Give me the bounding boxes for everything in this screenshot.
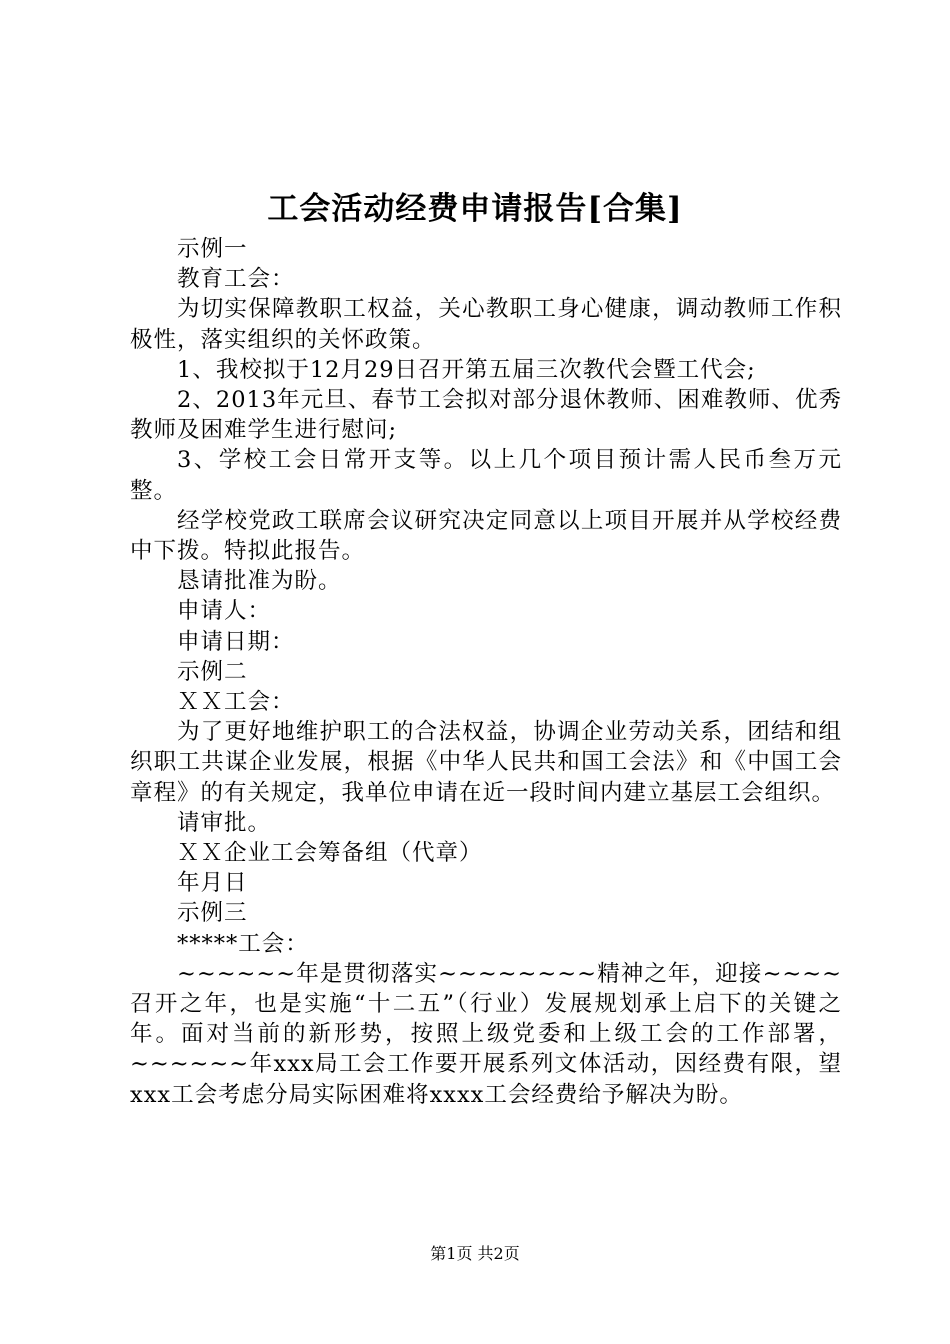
paragraph: 申请日期： (177, 628, 295, 655)
paragraph: ~~~~~~年是贯彻落实~~~~~~~~精神之年，迎接~~~~召开之年，也是实施“十二五”（行业）发展规划承上启下的关键之年。面对当前的新形势，按照上级党委和上级工会的工作部署，~~~~~~年xxx局工会工作要开展系列文体活动，因经费有限，望xxx工会考虑分局实际困难将xxxx工会经费给予解决为盼。 (130, 960, 842, 1108)
paragraph: 请审批。 (177, 809, 272, 836)
document-body (130, 234, 842, 1110)
paragraph: 3、学校工会日常开支等。以上几个项目预计需人民币叁万元整。 (130, 447, 842, 504)
paragraph: 教育工会： (177, 266, 295, 293)
paragraph: 示例二 (177, 658, 248, 685)
paragraph: 为了更好地维护职工的合法权益，协调企业劳动关系，团结和组织职工共谋企业发展，根据《中华人民共和国工会法》和《中国工会章程》的有关规定，我单位申请在近一段时间内建立基层工会组织。 (130, 719, 842, 806)
paragraph: 2、2013年元旦、春节工会拟对部分退休教师、困难教师、优秀教师及困难学生进行慰问; (130, 387, 842, 444)
paragraph: ＸＸ工会： (177, 689, 295, 716)
paragraph: 为切实保障教职工权益，关心教职工身心健康，调动教师工作积极性，落实组织的关怀政策。 (130, 296, 842, 353)
paragraph: 示例一 (177, 236, 248, 262)
paragraph: 恳请批准为盼。 (177, 568, 342, 595)
paragraph: 申请人： (177, 598, 272, 625)
paragraph: 年月日 (177, 870, 248, 897)
paragraph: 1、我校拟于12月29日召开第五届三次教代会暨工代会; (177, 356, 756, 383)
paragraph: *****工会： (177, 930, 309, 957)
paragraph: 示例三 (177, 900, 248, 927)
page-footer: 第1页 共2页 (430, 1244, 520, 1263)
paragraph: ＸＸ企业工会筹备组（代章） (177, 840, 483, 867)
paragraph: 经学校党政工联席会议研究决定同意以上项目开展并从学校经费中下拨。特拟此报告。 (130, 507, 842, 565)
document-title: 工会活动经费申请报告[合集] (267, 191, 683, 227)
